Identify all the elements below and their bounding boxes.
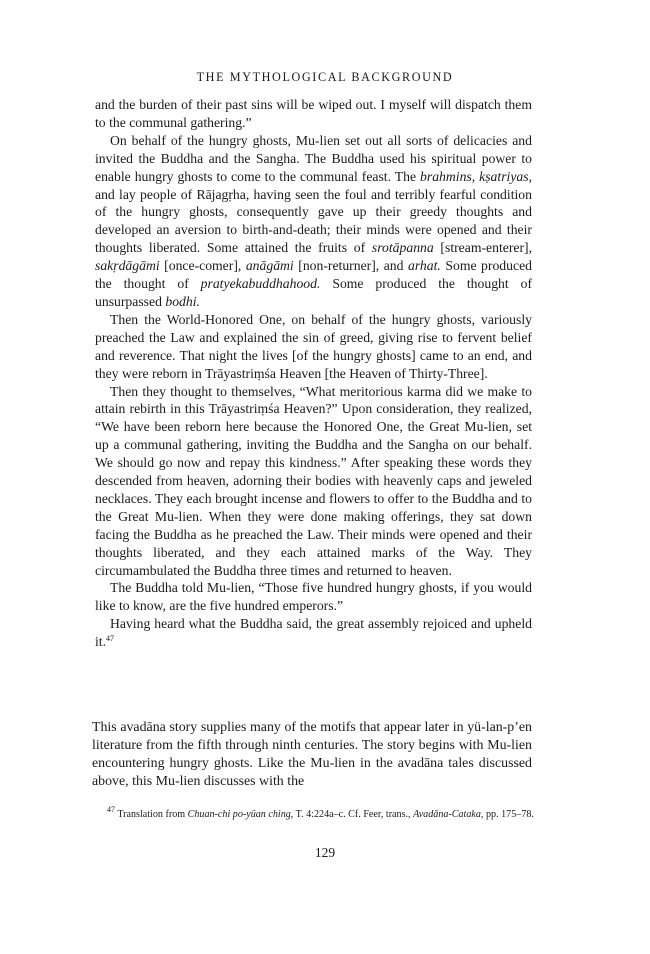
text-run: On behalf of the hungry ghosts, Mu-lien set out all sorts of delicacies and invited the Buddha and the Sangha. The Buddha used his spiritual power to enable hungry ghosts to come to the communal feast. The xyxy=(95,132,532,184)
text-run: T. 4:224a–c. Cf. Feer, trans., xyxy=(293,809,414,820)
quote-paragraph-6 xyxy=(95,615,532,651)
footnote-text xyxy=(97,805,534,823)
quote-paragraph-1: and the burden of their past sins will be wiped out. I myself will dispatch them to the communal gathering.” xyxy=(95,97,532,130)
italic-term: sakṛdāgāmi xyxy=(95,258,160,274)
footnote-number: 47 xyxy=(107,805,115,814)
running-head: THE MYTHOLOGICAL BACKGROUND xyxy=(196,70,454,84)
quote-paragraph-2 xyxy=(95,132,532,311)
italic-title: Chuan-chi po-yüan ching, xyxy=(187,809,294,820)
quote-paragraph-3: Then the World-Honored One, on behalf of the hungry ghosts, variously preached the Law and explained the sin of greed, giving rise to fervent belief and reverence. That night the lives [of the hungry ghosts] came to an end, and they were reborn in Trāyastriṃśa Heaven [the Heaven of Thirty-Three]. xyxy=(95,311,532,381)
italic-term: arhat. xyxy=(408,258,441,274)
footnote xyxy=(97,805,534,823)
body-text xyxy=(92,719,532,791)
italic-term: anāgāmi xyxy=(245,258,294,274)
italic-term: bodhi. xyxy=(165,293,200,309)
text-run: pp. 175–78. xyxy=(483,809,534,820)
text-run: Having heard what the Buddha said, the great assembly rejoiced and upheld it. xyxy=(95,616,532,650)
page-number: 129 xyxy=(314,845,336,860)
text-run: Translation from xyxy=(117,809,188,820)
italic-title: Avadāna-Cataka, xyxy=(413,809,484,820)
text-run: and lay people of Rājagṛha, having seen the foul and terribly fearful condition of the hungry ghosts, consequently gave up their greedy thoughts and developed an aversion to birth-and-death; their minds were opened and their thoughts liberated. Some attained the fruits of xyxy=(95,186,532,256)
footnote-reference[interactable]: 47 xyxy=(106,634,115,644)
italic-term: pratyekabuddhahood. xyxy=(200,276,321,292)
quoted-translation xyxy=(95,96,532,651)
italic-term: brahmins, kṣatriyas, xyxy=(420,168,532,184)
body-paragraph: This avadāna story supplies many of the motifs that appear later in yü-lan-p’en literature from the fifth through ninth centuries. The story begins with Mu-lien encountering hungry ghosts. Like the Mu-lien in the avadāna tales discussed above, this Mu-lien discusses with the xyxy=(92,720,532,789)
text-run: [once-comer], xyxy=(159,258,246,274)
quote-paragraph-4: Then they thought to themselves, “What meritorious karma did we make to attain rebirth in this Trāyastriṃśa Heaven?” Upon consideration, they realized, “We have been reborn here because the Honored One, the Great Mu-lien, set up a communal gathering, inviting the Buddha and the Sangha on our behalf. We should go now and repay this kindness.” After speaking these words they descended from heaven, adorning their bodies with heavenly caps and jeweled necklaces. They each brought incense and flowers to offer to the Buddha and to the Great Mu-lien. When they were done making offerings, they sat down facing the Buddha as he preached the Law. Their minds were opened and their thoughts liberated, and they each attained marks of the Way. They circumambulated the Buddha three times and returned to heaven. xyxy=(95,383,532,578)
text-run: [stream-enterer], xyxy=(433,240,533,256)
italic-term: srotāpanna xyxy=(371,240,434,256)
quote-paragraph-5: The Buddha told Mu-lien, “Those five hundred hungry ghosts, if you would like to know, are the five hundred emperors.” xyxy=(95,580,532,614)
text-run: [non-returner], and xyxy=(293,258,408,274)
text-run: Some produced the thought of unsurpassed xyxy=(95,276,532,309)
text-run: Some produced the thought of xyxy=(95,258,532,292)
